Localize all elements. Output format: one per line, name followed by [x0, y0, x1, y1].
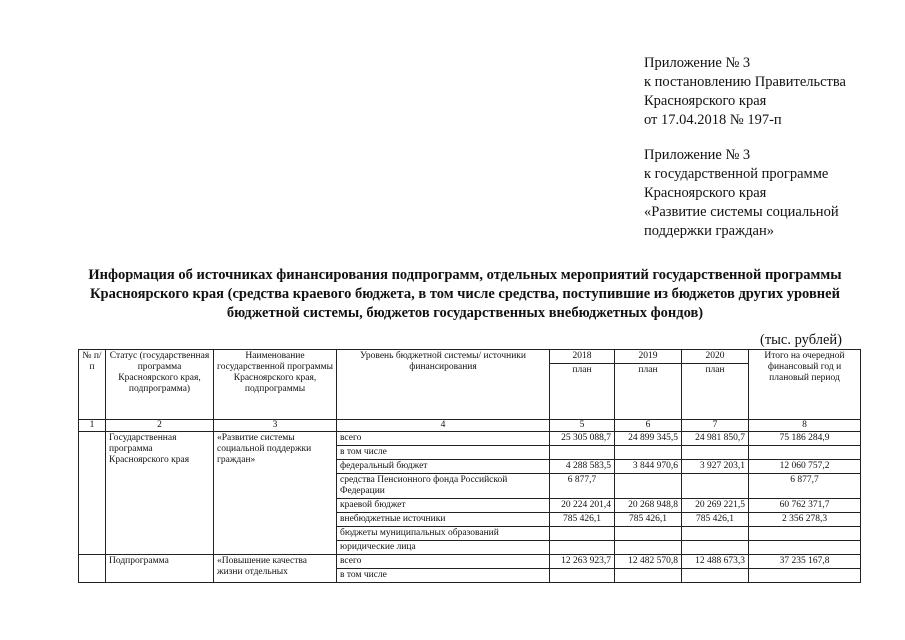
- level-cell: средства Пенсионного фонда Российской Федерации: [337, 474, 550, 499]
- value-2018: 785 426,1: [550, 513, 615, 527]
- appendix-program-header: [644, 146, 839, 241]
- appendix-line: поддержки граждан»: [644, 223, 774, 239]
- table-header: [79, 350, 861, 432]
- value-2018: [550, 527, 615, 541]
- value-2019: 3 844 970,6: [615, 460, 682, 474]
- appendix-resolution-header: [644, 54, 846, 130]
- value-total: [749, 527, 861, 541]
- column-number: 7: [682, 420, 749, 432]
- level-cell: краевой бюджет: [337, 499, 550, 513]
- appendix-line: «Развитие системы социальной: [644, 204, 839, 220]
- header-name: Наименование государственной программы Красноярского края, подпрограммы: [214, 350, 337, 420]
- plan-label: план: [638, 365, 658, 375]
- level-cell: в том числе: [337, 569, 550, 583]
- financing-table: [78, 349, 861, 583]
- value-2019: [615, 569, 682, 583]
- column-number: 6: [615, 420, 682, 432]
- program-status: Государственная программа Красноярского края: [106, 432, 214, 555]
- table-body: [79, 432, 861, 583]
- value-2019: 20 268 948,8: [615, 499, 682, 513]
- value-2019: 785 426,1: [615, 513, 682, 527]
- plan-label: план: [705, 365, 725, 375]
- value-2018: 25 305 088,7: [550, 432, 615, 446]
- value-total: [749, 446, 861, 460]
- subprogram-name: «Повышение качества жизни отдельных: [214, 555, 337, 583]
- level-cell: федеральный бюджет: [337, 460, 550, 474]
- value-2020: [682, 541, 749, 555]
- value-2018: 4 288 583,5: [550, 460, 615, 474]
- year-label: 2018: [550, 350, 614, 364]
- value-total: 12 060 757,2: [749, 460, 861, 474]
- level-cell: бюджеты муниципальных образований: [337, 527, 550, 541]
- plan-label: план: [572, 365, 592, 375]
- value-total: [749, 541, 861, 555]
- value-2018: 20 224 201,4: [550, 499, 615, 513]
- level-cell: всего: [337, 432, 550, 446]
- value-2020: 785 426,1: [682, 513, 749, 527]
- column-number: 2: [106, 420, 214, 432]
- value-2019: [615, 446, 682, 460]
- value-2020: 24 981 850,7: [682, 432, 749, 446]
- program-name: «Развитие системы социальной поддержки граждан»: [214, 432, 337, 555]
- appendix-line: к государственной программе: [644, 166, 829, 182]
- header-status: Статус (государственная программа Красноярского края, подпрограмма): [106, 350, 214, 420]
- document-title: Информация об источниках финансирования подпрограмм, отдельных мероприятий государственной программы Красноярского края (средства краевого бюджета, в том числе средства, поступившие из бюджетов других уровней бюджетной системы, бюджетов государственных внебюджетных фондов): [88, 267, 842, 321]
- header-num: № п/п: [79, 350, 106, 420]
- value-total: 60 762 371,7: [749, 499, 861, 513]
- value-total: 6 877,7: [749, 474, 861, 499]
- units-label: (тыс. рублей): [760, 332, 842, 348]
- header-total: Итого на очередной финансовый год и плановый период: [749, 350, 861, 420]
- column-number-row: [79, 420, 861, 432]
- value-2019: [615, 474, 682, 499]
- table-row: [79, 555, 861, 569]
- value-total: 75 186 284,9: [749, 432, 861, 446]
- column-number: 8: [749, 420, 861, 432]
- year-label: 2019: [615, 350, 681, 364]
- appendix-line: Красноярского края: [644, 93, 767, 109]
- value-total: [749, 569, 861, 583]
- value-2019: 24 899 345,5: [615, 432, 682, 446]
- column-number: 5: [550, 420, 615, 432]
- level-cell: всего: [337, 555, 550, 569]
- level-cell: внебюджетные источники: [337, 513, 550, 527]
- value-2018: 6 877,7: [550, 474, 615, 499]
- value-2020: [682, 474, 749, 499]
- subprogram-status: Подпрограмма: [106, 555, 214, 583]
- appendix-line: Приложение № 3: [644, 55, 751, 71]
- row-num: [79, 432, 106, 555]
- appendix-line: Красноярского края: [644, 185, 767, 201]
- value-2018: [550, 446, 615, 460]
- value-2020: 20 269 221,5: [682, 499, 749, 513]
- level-cell: в том числе: [337, 446, 550, 460]
- header-2020: [682, 350, 749, 420]
- value-2020: [682, 527, 749, 541]
- value-2018: [550, 541, 615, 555]
- header-level: Уровень бюджетной системы/ источники финансирования: [337, 350, 550, 420]
- year-label: 2020: [682, 350, 748, 364]
- value-2019: [615, 541, 682, 555]
- column-number: 4: [337, 420, 550, 432]
- header-2019: [615, 350, 682, 420]
- value-2020: 12 488 673,3: [682, 555, 749, 569]
- value-2018: [550, 569, 615, 583]
- row-num: [79, 555, 106, 583]
- value-2019: 12 482 570,8: [615, 555, 682, 569]
- level-cell: юридические лица: [337, 541, 550, 555]
- value-2019: [615, 527, 682, 541]
- column-number: 1: [79, 420, 106, 432]
- value-2020: [682, 569, 749, 583]
- value-total: 2 356 278,3: [749, 513, 861, 527]
- appendix-line: Приложение № 3: [644, 147, 751, 163]
- value-2020: [682, 446, 749, 460]
- value-2018: 12 263 923,7: [550, 555, 615, 569]
- appendix-line: от 17.04.2018 № 197-п: [644, 112, 782, 128]
- value-total: 37 235 167,8: [749, 555, 861, 569]
- value-2020: 3 927 203,1: [682, 460, 749, 474]
- table-row: [79, 432, 861, 446]
- column-number: 3: [214, 420, 337, 432]
- header-2018: [550, 350, 615, 420]
- appendix-line: к постановлению Правительства: [644, 74, 846, 90]
